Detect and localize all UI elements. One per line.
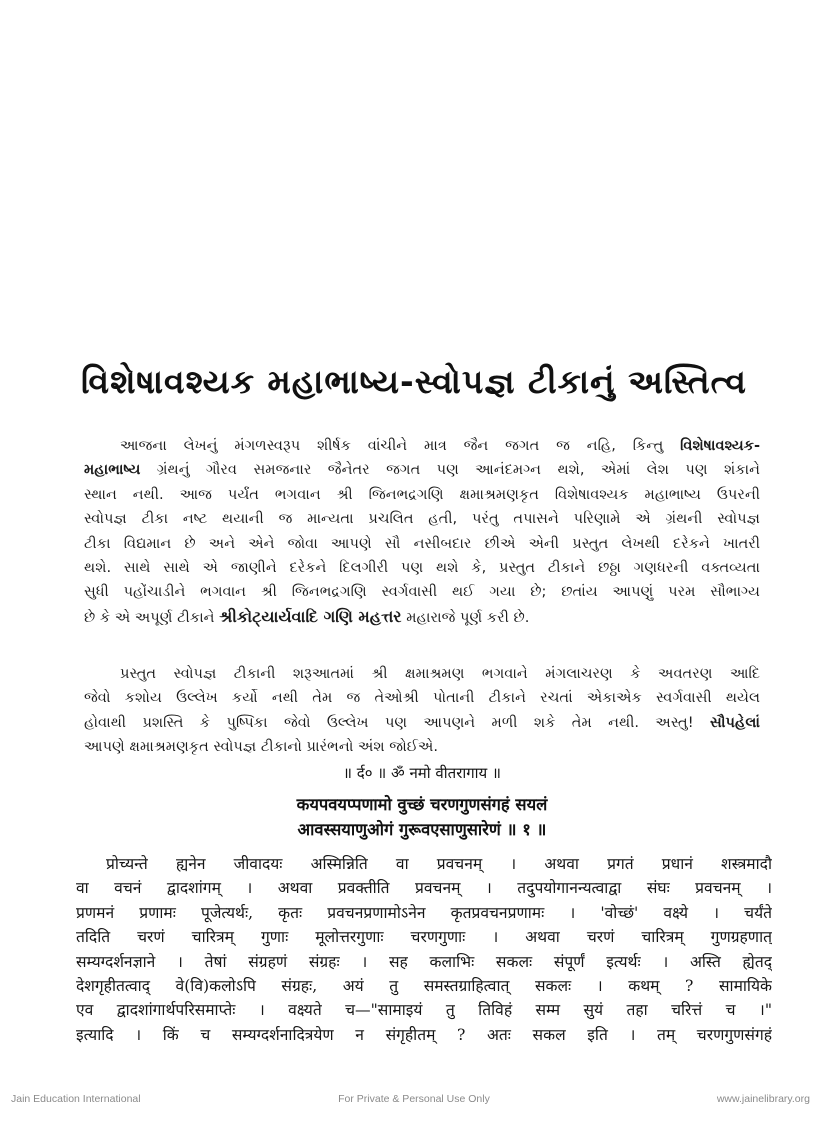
page-footer <box>0 1093 828 1109</box>
text-line: જેવો કશોય ઉલ્લેખ કર્યો નથી તેમ જ તેઓશ્રી પોતાની ટીકાને રચતાં એકાએક સ્વર્ગવાસી થયેલ <box>84 689 760 707</box>
sanskrit-commentary <box>76 852 772 1047</box>
paragraph-intro <box>84 434 760 630</box>
verse-line-1: कयपवयप्पणामो वुच्छं चरणगुणसंगहं सयलं <box>296 795 548 814</box>
text-line: થશે. સાથે સાથે એ જાણીને દરેકને દિલગીરી પણ થશે કે, પ્રસ્તુત ટીકાને છઠ્ઠા ગણધરની વક્તવ્યતા <box>84 559 760 577</box>
footer-publisher: Jain Education International <box>11 1093 141 1105</box>
text-line: एव द्वादशांगार्थपरिसमाप्तेः । वक्ष्यते च—"सामाइयं तु तिविहं सम्म सुयं तहा चरित्तं च ।" <box>76 1001 772 1020</box>
paragraph-context <box>84 662 760 760</box>
text-line: तदिति चरणं चारित्रम् गुणाः मूलोत्तरगुणाः चरणगुणाः । अथवा चरणं चारित्रम् गुणग्रहणात् <box>76 928 772 947</box>
text-line: प्रोच्यन्ते ह्यनेन जीवादयः अस्मिन्निति वा प्रवचनम् । अथवा प्रगतं प्रधानं शस्त्रमादौ <box>106 855 772 873</box>
text-line: वा वचनं द्वादशांगम् । अथवा प्रवक्तीति प्रवचनम् । तदुपयोगानन्यत्वाद्वा संघः प्रवचनम् । <box>76 879 772 898</box>
footer-usage-notice: For Private & Personal Use Only <box>338 1093 490 1105</box>
text-line: હોવાથી પ્રશસ્તિ કે પુષ્પિકા જેવો ઉલ્લેખ પણ આપણને મળી શકે તેમ નથી. અસ્તુ! સૌપહેલાં <box>84 713 760 731</box>
text-line: છે કે એ અપૂર્ણ ટીકાને શ્રીકોટ્યાર્યવાદિ ગણિ મહત્તર મહારાજે પૂર્ણ કરી છે. <box>84 606 530 626</box>
text-line: આજના લેખનું મંગળસ્વરૂપ શીર્ષક વાંચીને માત્ર જૈન જગત જ નહિ, કિન્તુ વિશેષાવશ્યક- <box>120 437 760 454</box>
text-line: સુધી પહોંચાડીને ભગવાન શ્રી જિનભદ્રગણિ સ્વર્ગવાસી થઈ ગયા છે; છતાંય આપણું પરમ સૌભાગ્ય <box>84 583 760 601</box>
text-line: સ્થાન નથી. આજ પર્યંત ભગવાન શ્રી જિનભદ્રગણિ ક્ષમાશ્રમણકૃત વિશેષાવશ્યક મહાભાષ્ય ઉપરની <box>84 485 760 503</box>
verse-line-2: आवस्सयाणुओगं गुरूवएसाणुसारेणं ॥ १ ॥ <box>297 820 547 839</box>
text-line: મહાભાષ્ય ગ્રંથનું ગૌરવ સમજનાર જૈનેતર જગત પણ આનંદમગ્ન થશે, એમાં લેશ પણ શંકાને <box>84 461 760 479</box>
text-line: પ્રસ્તુત સ્વોપજ્ઞ ટીકાની શરૂઆતમાં શ્રી ક્ષમાશ્રમણ ભગવાને મંગલાચરણ કે અવતરણ આદિ <box>120 665 760 682</box>
text-line: देशगृहीतत्वाद् वे(वि)कलोऽपि संग्रहः, अयं तु समस्तग्राहित्वात् सकलः । कथम् ? सामायिके <box>76 977 772 996</box>
verse-invocation: ॥ र्द० ॥ ॐ नमो वीतरागाय ॥ <box>342 764 501 782</box>
text-line: इत्यादि । किं च सम्यग्दर्शनादित्रयेण न संगृहीतम् ? अतः सकल इति । तम् चरणगुणसंगहं <box>76 1025 772 1044</box>
page-title: વિશેષાવશ્યક મહાભાષ્ય-સ્વોપજ્ઞ ટીકાનું અસ્તિત્વ <box>81 362 747 401</box>
text-line: ટીકા વિદ્યમાન છે અને એને જોવા આપણે સૌ નસીબદાર છીએ એની પ્રસ્તુત લેખથી દરેકને ખાતરી <box>84 534 760 552</box>
footer-website-link[interactable]: www.jainelibrary.org <box>716 1093 810 1105</box>
text-line: प्रणमनं प्रणामः पूजेत्यर्थः, कृतः प्रवचनप्रणामोऽनेन कृतप्रवचनप्रणामः । 'वोच्छं' वक्ष्ये । चर्यंते <box>76 903 772 922</box>
text-line: સ્વોપજ્ઞ ટીકા નષ્ટ થયાની જ માન્યતા પ્રચલિત હતી, પરંતુ તપાસને પરિણામે એ ગ્રંથની સ્વોપજ્ઞ <box>84 510 760 528</box>
text-line: सम्यग्दर्शनज्ञाने । तेषां संग्रहणं संग्रहः । सह कलाभिः सकलः संपूर्णं इत्यर्थः । अस्ति ह्येतद् <box>76 952 772 971</box>
text-line: આપણે ક્ષમાશ્રમણકૃત સ્વોપજ્ઞ ટીકાનો પ્રારંભનો અંશ જોઈએ. <box>84 738 439 756</box>
